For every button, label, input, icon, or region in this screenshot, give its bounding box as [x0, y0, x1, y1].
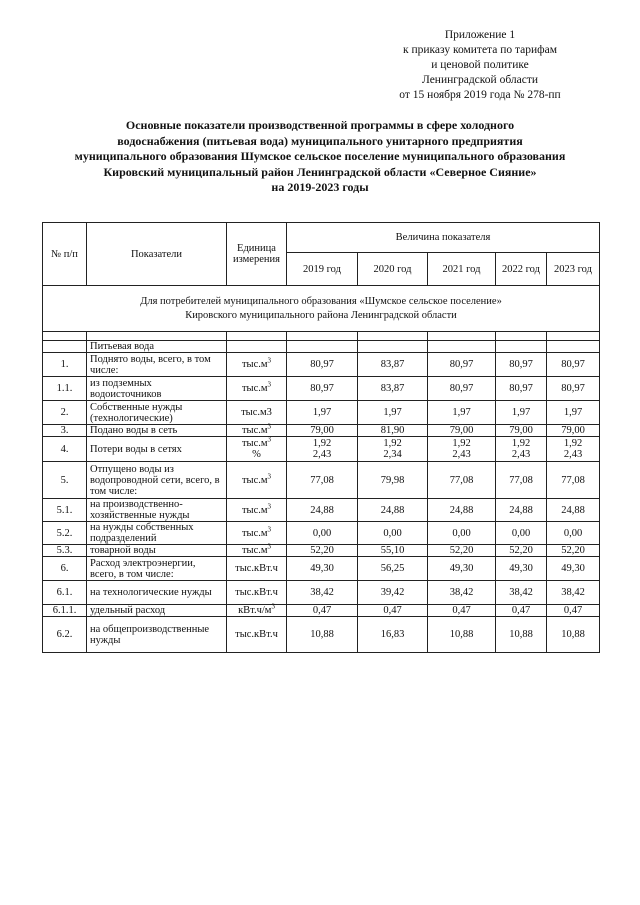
header-value-group: Величина показателя [287, 223, 600, 253]
unit-text-secondary: % [252, 449, 261, 460]
row-unit [227, 353, 287, 377]
value-text: 38,42 [509, 587, 533, 598]
indicators-table [42, 222, 600, 653]
header-year: 2020 год [358, 253, 428, 286]
row-num: 1. [43, 353, 87, 377]
value-cell [547, 617, 600, 653]
value-cell [287, 581, 358, 605]
row-indicator: на общепроизводственные нужды [87, 617, 227, 653]
value-text: 1,97 [312, 407, 332, 418]
appendix-line: Ленинградской области [421, 74, 539, 86]
row-indicator: товарной воды [87, 545, 227, 557]
row-unit [227, 401, 287, 425]
value-cell [496, 605, 547, 617]
value-cell [547, 462, 600, 499]
value-cell [496, 545, 547, 557]
value-cell [428, 605, 496, 617]
value-cell [547, 605, 600, 617]
value-text: 0,00 [383, 527, 402, 539]
unit-text: тыс.кВт.ч [235, 563, 278, 574]
value-text: 79,00 [561, 425, 585, 436]
value-text: 10,88 [561, 629, 585, 640]
value-cell [547, 437, 600, 462]
value-cell [547, 377, 600, 401]
value-text: 80,97 [561, 383, 585, 394]
header-year: 2019 год [287, 253, 358, 286]
value-text: 10,88 [310, 629, 334, 640]
table-row [43, 437, 600, 462]
value-text: 1,92 [312, 438, 332, 449]
table-row [43, 401, 600, 425]
document-title [40, 118, 600, 196]
value-cell [358, 353, 428, 377]
table-row [43, 557, 600, 581]
value-text: 1,97 [383, 407, 402, 418]
value-cell [496, 499, 547, 522]
table-row [43, 545, 600, 557]
value-cell [428, 617, 496, 653]
value-cell [358, 499, 428, 522]
unit-text: тыс.кВт.ч [235, 587, 278, 598]
unit-text: тыс.м3 [241, 407, 272, 418]
value-text: 52,20 [561, 545, 585, 556]
value-text: 0,47 [383, 605, 402, 616]
value-cell [428, 401, 496, 425]
header-unit: Единица измерения [227, 223, 287, 286]
appendix-line: от 15 ноября 2019 года № 278-пп [399, 89, 561, 101]
row-num: 2. [43, 401, 87, 425]
row-num: 5.2. [43, 522, 87, 545]
value-text: 0,47 [452, 605, 471, 616]
value-text: 77,08 [509, 474, 533, 486]
value-cell [428, 377, 496, 401]
value-text: 77,08 [561, 474, 585, 486]
header-year: 2021 год [428, 253, 496, 286]
value-text: 0,47 [511, 605, 531, 616]
value-text: 0,47 [563, 605, 583, 616]
table-row [43, 353, 600, 377]
value-cell [287, 545, 358, 557]
value-cell [496, 377, 547, 401]
subhead-drinking-water: Питьевая вода [87, 341, 227, 353]
value-text: 80,97 [449, 383, 474, 394]
section-line: Для потребителей муниципального образования «Шумское сельское поселение» [140, 295, 502, 307]
value-cell [547, 581, 600, 605]
value-text: 1,92 [383, 438, 402, 449]
title-line: на 2019-2023 годы [271, 180, 369, 194]
value-text: 52,20 [509, 545, 533, 556]
appendix-line: к приказу комитета по тарифам [403, 44, 557, 56]
unit-superscript: 3 [267, 502, 272, 510]
row-unit [227, 581, 287, 605]
value-cell [358, 437, 428, 462]
value-text: 79,00 [509, 425, 533, 436]
table-row [43, 522, 600, 545]
value-text: 1,97 [511, 407, 531, 418]
table-row [43, 581, 600, 605]
table-row [43, 462, 600, 499]
appendix-block [360, 28, 600, 103]
value-cell [496, 557, 547, 581]
row-indicator: на нужды собственных подразделений [87, 522, 227, 545]
value-cell [428, 499, 496, 522]
value-cell [287, 522, 358, 545]
value-text-secondary: 2,34 [383, 449, 402, 460]
value-cell [428, 581, 496, 605]
unit-text: тыс.м [241, 425, 268, 436]
table-row [43, 499, 600, 522]
value-cell [358, 557, 428, 581]
row-unit [227, 557, 287, 581]
table-row [43, 605, 600, 617]
value-text: 0,47 [312, 605, 332, 616]
table-row [43, 377, 600, 401]
unit-text: тыс.кВт.ч [235, 629, 278, 640]
value-cell [358, 377, 428, 401]
row-indicator: Поднято воды, всего, в том числе: [87, 353, 227, 377]
row-unit [227, 617, 287, 653]
value-text: 38,42 [310, 587, 334, 598]
row-unit [227, 422, 287, 437]
row-num: 4. [43, 437, 87, 462]
row-indicator: из подземных водоисточников [87, 377, 227, 401]
value-text: 81,90 [380, 425, 405, 436]
unit-text: тыс.м [241, 383, 268, 394]
value-cell [358, 462, 428, 499]
row-unit [227, 522, 287, 545]
value-text: 80,97 [310, 359, 334, 370]
value-text-secondary: 2,43 [452, 449, 471, 460]
value-cell [496, 522, 547, 545]
value-text: 16,83 [380, 629, 405, 640]
value-text: 49,30 [561, 563, 585, 574]
value-text: 77,08 [449, 474, 474, 486]
value-cell [547, 499, 600, 522]
value-cell [287, 557, 358, 581]
value-cell [547, 425, 600, 437]
value-cell [547, 545, 600, 557]
row-unit [227, 542, 287, 557]
value-cell [496, 437, 547, 462]
value-text: 80,97 [310, 383, 334, 394]
value-cell [287, 605, 358, 617]
value-cell [496, 462, 547, 499]
table-body [43, 286, 600, 653]
unit-text: тыс.м [241, 438, 268, 449]
value-cell [287, 377, 358, 401]
value-cell [428, 522, 496, 545]
unit-superscript: 3 [267, 525, 272, 533]
value-cell [358, 425, 428, 437]
value-text: 55,10 [380, 545, 405, 556]
header-year: 2023 год [547, 253, 600, 286]
value-cell [287, 617, 358, 653]
value-cell [358, 545, 428, 557]
value-text: 80,97 [449, 359, 474, 370]
unit-text: тыс.м [241, 504, 268, 516]
value-cell [287, 437, 358, 462]
value-cell [358, 522, 428, 545]
value-text: 24,88 [380, 504, 405, 516]
value-text-secondary: 2,43 [563, 449, 583, 460]
row-num: 6.1.1. [43, 605, 87, 617]
row-indicator: Отпущено воды из водопроводной сети, всего, в том числе: [87, 462, 227, 499]
row-unit [227, 602, 287, 617]
value-cell [428, 425, 496, 437]
value-cell [547, 401, 600, 425]
value-text: 56,25 [380, 563, 405, 574]
unit-text: кВт.ч/м [238, 605, 272, 616]
value-cell [496, 353, 547, 377]
row-num: 5.1. [43, 499, 87, 522]
value-cell [496, 401, 547, 425]
row-unit [227, 437, 287, 462]
value-text: 24,88 [561, 504, 585, 516]
value-cell [428, 545, 496, 557]
row-num: 5.3. [43, 545, 87, 557]
title-line: Основные показатели производственной программы в сфере холодного [125, 118, 515, 132]
unit-superscript: 3 [267, 380, 272, 389]
row-num: 6. [43, 557, 87, 581]
value-text: 38,42 [449, 587, 474, 598]
appendix-line: и ценовой политике [431, 59, 529, 71]
value-cell [358, 605, 428, 617]
row-num: 3. [43, 425, 87, 437]
row-indicator: на производственно-хозяйственные нужды [87, 499, 227, 522]
row-indicator: Расход электроэнергии, всего, в том числе: [87, 557, 227, 581]
value-text: 1,97 [452, 407, 471, 418]
value-text: 80,97 [561, 359, 585, 370]
row-unit [227, 377, 287, 401]
row-num: 5. [43, 462, 87, 499]
unit-text: тыс.м [241, 474, 268, 486]
value-cell [287, 353, 358, 377]
row-unit [227, 499, 287, 522]
value-text: 0,00 [563, 527, 583, 539]
row-indicator: на технологические нужды [87, 581, 227, 605]
row-indicator: удельный расход [87, 605, 227, 617]
value-text: 10,88 [509, 629, 533, 640]
value-text: 10,88 [449, 629, 474, 640]
value-cell [358, 617, 428, 653]
title-line: Кировский муниципальный район Ленинградской области «Северное Сияние» [103, 164, 537, 179]
value-cell [287, 499, 358, 522]
value-text: 49,30 [310, 563, 334, 574]
unit-superscript: 3 [267, 435, 272, 444]
value-cell [287, 401, 358, 425]
row-unit [227, 462, 287, 499]
value-cell [496, 617, 547, 653]
appendix-line: Приложение 1 [444, 29, 516, 41]
value-cell [547, 353, 600, 377]
title-line: муниципального образования Шумское сельское поселение муниципального образования [74, 149, 566, 163]
value-text: 77,08 [310, 474, 334, 486]
value-text: 52,20 [310, 545, 334, 556]
value-cell [428, 437, 496, 462]
value-cell [547, 557, 600, 581]
row-num: 6.1. [43, 581, 87, 605]
value-text: 79,98 [380, 474, 405, 486]
unit-superscript: 3 [267, 542, 272, 551]
section-line: Кировского муниципального района Ленинградской области [185, 309, 457, 321]
value-cell [428, 462, 496, 499]
section-header [43, 286, 600, 332]
value-text: 83,87 [380, 359, 405, 370]
value-text: 24,88 [449, 504, 474, 516]
value-text: 1,92 [563, 438, 583, 449]
value-text: 49,30 [449, 563, 474, 574]
value-text: 79,00 [310, 425, 334, 436]
row-num: 1.1. [43, 377, 87, 401]
value-text-secondary: 2,43 [312, 449, 332, 460]
value-text: 0,00 [452, 527, 471, 539]
value-text: 52,20 [449, 545, 474, 556]
value-text: 83,87 [380, 383, 405, 394]
row-indicator: Подано воды в сеть [87, 425, 227, 437]
value-text: 1,92 [452, 438, 471, 449]
row-num: 6.2. [43, 617, 87, 653]
value-cell [287, 462, 358, 499]
unit-superscript: 3 [271, 602, 275, 611]
table-row [43, 617, 600, 653]
value-text-secondary: 2,43 [511, 449, 531, 460]
title-line: водоснабжения (питьевая вода) муниципального унитарного предприятия [117, 133, 523, 148]
unit-superscript: 3 [267, 472, 272, 480]
unit-superscript: 3 [267, 356, 272, 365]
unit-text: тыс.м [241, 545, 268, 556]
header-indicator: Показатели [87, 223, 227, 286]
value-cell [428, 353, 496, 377]
table-row [43, 425, 600, 437]
header-num: № п/п [43, 223, 87, 286]
value-text: 39,42 [380, 587, 405, 598]
value-cell [358, 581, 428, 605]
value-text: 38,42 [561, 587, 585, 598]
value-text: 0,00 [312, 527, 332, 539]
value-cell [496, 581, 547, 605]
spacer-row [43, 332, 600, 341]
value-cell [496, 425, 547, 437]
value-text: 80,97 [509, 383, 533, 394]
value-text: 80,97 [509, 359, 533, 370]
value-cell [428, 557, 496, 581]
row-indicator: Собственные нужды (технологические) [87, 401, 227, 425]
value-text: 0,00 [511, 527, 531, 539]
value-text: 1,92 [511, 438, 531, 449]
value-text: 49,30 [509, 563, 533, 574]
unit-superscript: 3 [267, 422, 272, 431]
value-text: 24,88 [509, 504, 533, 516]
value-cell [358, 401, 428, 425]
value-cell [547, 522, 600, 545]
unit-text: тыс.м [241, 359, 268, 370]
row-indicator: Потери воды в сетях [87, 437, 227, 462]
value-text: 1,97 [563, 407, 583, 418]
value-cell [287, 425, 358, 437]
header-year: 2022 год [496, 253, 547, 286]
unit-text: тыс.м [241, 527, 268, 539]
value-text: 24,88 [310, 504, 334, 516]
value-text: 79,00 [449, 425, 474, 436]
